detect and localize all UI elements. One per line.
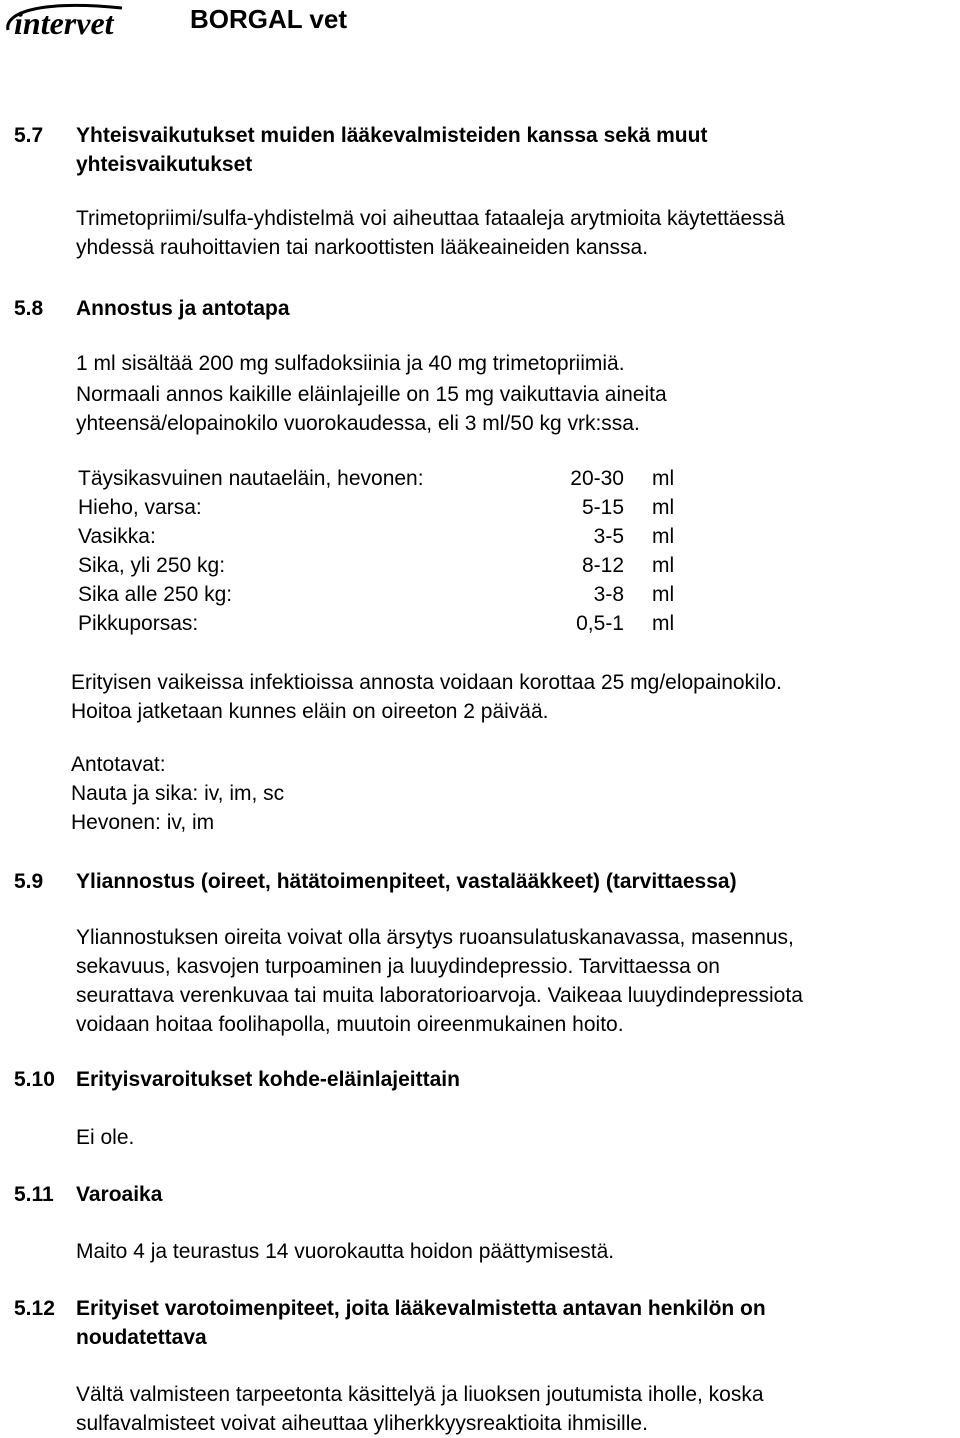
intervet-logo xyxy=(2,0,162,46)
route-cattle-pig: Nauta ja sika: iv, im, sc xyxy=(71,782,285,805)
section-5-8-line1: 1 ml sisältää 200 mg sulfadoksiinia ja 40 mg trimetopriimiä. xyxy=(76,352,625,375)
dose-row xyxy=(78,609,698,638)
section-5-9-number: 5.9 xyxy=(14,870,44,893)
dose-value: 5-15 xyxy=(581,496,624,519)
dose-label: Vasikka: xyxy=(78,525,156,548)
route-horse: Hevonen: iv, im xyxy=(71,811,215,834)
dose-unit: ml xyxy=(652,554,675,577)
dose-row xyxy=(78,493,698,522)
routes-heading: Antotavat: xyxy=(71,753,166,776)
section-5-7-title-line2: yhteisvaikutukset xyxy=(76,153,253,176)
dose-note-2: Hoitoa jatketaan kunnes eläin on oireeton 2 päivää. xyxy=(71,700,549,723)
dose-value: 3-8 xyxy=(593,583,624,606)
dose-label: Hieho, varsa: xyxy=(78,496,202,519)
section-5-12-line2: sulfavalmisteet voivat aiheuttaa yliherkkyysreaktioita ihmisille. xyxy=(76,1412,648,1435)
section-5-9-line1: Yliannostuksen oireita voivat olla ärsytys ruoansulatuskanavassa, masennus, xyxy=(76,926,794,949)
section-5-8-number: 5.8 xyxy=(14,297,44,320)
section-5-9-title: Yliannostus (oireet, hätätoimenpiteet, vastalääkkeet) (tarvittaessa) xyxy=(76,870,737,893)
dose-table xyxy=(78,464,698,638)
dose-row xyxy=(78,551,698,580)
dose-unit: ml xyxy=(652,496,675,519)
section-5-11-number: 5.11 xyxy=(14,1183,54,1206)
section-5-7-number: 5.7 xyxy=(14,124,44,147)
section-5-9-line2: sekavuus, kasvojen turpoaminen ja luuydindepressio. Tarvittaessa on xyxy=(76,955,720,978)
product-name: BORGAL vet xyxy=(190,4,347,34)
dose-value: 20-30 xyxy=(570,467,624,490)
dose-value: 8-12 xyxy=(581,554,624,577)
dose-unit: ml xyxy=(652,467,675,490)
dose-value: 3-5 xyxy=(593,525,624,548)
dose-row xyxy=(78,464,698,493)
section-5-7-body-line1: Trimetopriimi/sulfa-yhdistelmä voi aiheuttaa fataaleja arytmioita käytettäessä xyxy=(76,207,785,230)
section-5-11-body: Maito 4 ja teurastus 14 vuorokautta hoidon päättymisestä. xyxy=(76,1240,615,1263)
section-5-10-title: Erityisvaroitukset kohde-eläinlajeittain xyxy=(76,1068,460,1091)
logo-text: intervet xyxy=(14,5,114,41)
section-5-8-title: Annostus ja antotapa xyxy=(76,297,290,320)
dose-unit: ml xyxy=(652,583,675,606)
section-5-12-number: 5.12 xyxy=(14,1297,55,1320)
section-5-12-title-line1: Erityiset varotoimenpiteet, joita lääkevalmistetta antavan henkilön on xyxy=(76,1297,766,1320)
dose-note-1: Erityisen vaikeissa infektioissa annosta voidaan korottaa 25 mg/elopainokilo. xyxy=(71,671,782,694)
dose-unit: ml xyxy=(652,525,675,548)
section-5-12-line1: Vältä valmisteen tarpeetonta käsittelyä ja liuoksen joutumista iholle, koska xyxy=(76,1383,764,1406)
dose-unit: ml xyxy=(652,612,675,635)
section-5-7-title-line1: Yhteisvaikutukset muiden lääkevalmisteiden kanssa sekä muut xyxy=(76,124,708,147)
dose-label: Sika alle 250 kg: xyxy=(78,583,233,606)
section-5-12-title-line2: noudatettava xyxy=(76,1326,207,1349)
section-5-8-line3: yhteensä/elopainokilo vuorokaudessa, eli 3 ml/50 kg vrk:ssa. xyxy=(76,412,640,435)
section-5-10-body: Ei ole. xyxy=(76,1126,135,1149)
dose-label: Pikkuporsas: xyxy=(78,612,199,635)
section-5-7-body-line2: yhdessä rauhoittavien tai narkoottisten lääkeaineiden kanssa. xyxy=(76,236,649,259)
section-5-9-line4: voidaan hoitaa foolihapolla, muutoin oireenmukainen hoito. xyxy=(76,1013,624,1036)
dose-row xyxy=(78,580,698,609)
section-5-8-line2: Normaali annos kaikille eläinlajeille on 15 mg vaikuttavia aineita xyxy=(76,383,667,406)
section-5-9-line3: seurattava verenkuvaa tai muita laboratorioarvoja. Vaikeaa luuydindepressiota xyxy=(76,984,803,1007)
dose-label: Täysikasvuinen nautaeläin, hevonen: xyxy=(78,467,424,490)
dose-label: Sika, yli 250 kg: xyxy=(78,554,226,577)
dose-row xyxy=(78,522,698,551)
section-5-11-title: Varoaika xyxy=(76,1183,163,1206)
section-5-10-number: 5.10 xyxy=(14,1068,55,1091)
dose-value: 0,5-1 xyxy=(576,612,624,635)
